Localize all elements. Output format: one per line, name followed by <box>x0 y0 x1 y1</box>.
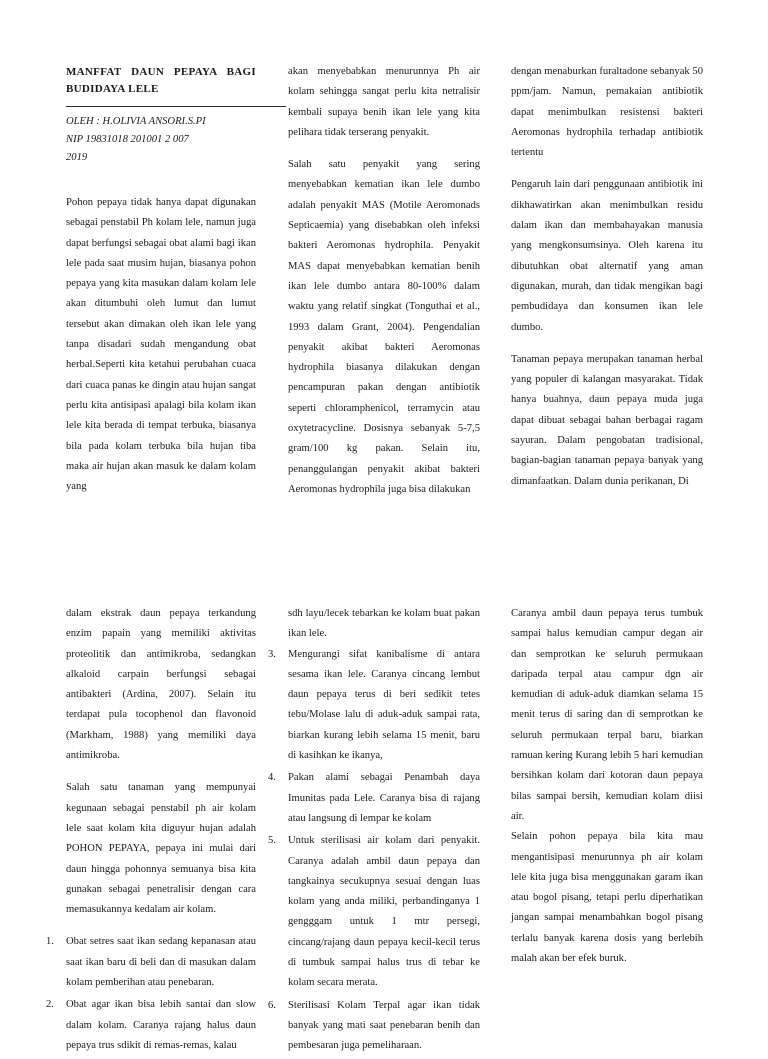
list-item-text: Obat setres saat ikan sedang kepanasan atau saat ikan baru di beli dan di masukan dalam kolam pemberihan atau penebaran. <box>66 936 256 989</box>
benefits-list-b <box>268 645 480 1057</box>
paragraph: dalam ekstrak daun pepaya terkandung enzim papain yang memiliki aktivitas proteolitik dan antimikroba, sedangkan alkaloid carpain berfungsi sebagai antibakteri (Ardina, 2007). Selain itu terdapat pula tocophenol dan flavonoid (Markham, 1988) yang memiliki daya antimikroba. <box>66 608 256 762</box>
list-item-text: Untuk sterilisasi air kolam dari penyakit. Caranya adalah ambil daun pepaya dan tangkainya secukupnya sesuai dengan luas kolam yang anda miliki, perbandinganya 1 gengggam untuk 1 mtr persegi, cincang/rajang daun pepaya kecil-kecil terus di tumbuk sampai halus trus di tebar ke kolam secara merata. <box>288 835 480 989</box>
list-item <box>268 831 480 993</box>
list-number: 2. <box>46 999 54 1011</box>
paragraph: Pohon pepaya tidak hanya dapat digunakan sebagai penstabil Ph kolam lele, namun juga dapat berfungsi sebagai obat alami bagi ikan lele pada saat musim hujan, biasanya pohon pepaya yang kita masukan dalam kolam lele akan ditumbuhi oleh lumut dan lumut tersebut akan dimakan oleh ikan lele yang tanpa disadari sudah mengandung obat herbal.Seperti kita ketahui perubahan cuaca dari cuaca panas ke dingin atau hujan sangat perlu kita antisipasi apalagi bila kolam ikan lele kita berada di tempat terbuka, biasanya bila pada kolam terbuka bila hujan tiba maka air hujan akan masuk ke dalam kolam yang <box>66 197 256 493</box>
list-item <box>268 645 480 767</box>
list-item <box>268 996 480 1057</box>
list-item-text: Mengurangi sifat kanibalisme di antara sesama ikan lele. Caranya cincang lembut daun pepaya terus di beri sedikit tetes tebu/Molase lalu di aduk-aduk sampai rata, biarkan kurang lebih selama 15 menit, baru di kasihkan ke ikanya, <box>288 648 480 762</box>
paragraph: sdh layu/lecek tebarkan ke kolam buat pakan ikan lele. <box>288 608 480 640</box>
paragraph: Selain pohon pepaya bila kita mau mengantisipasi menurunnya ph air kolam lele kita juga bisa menggunakan garam ikan atau bogol pisang, tetapi perlu diperhatikan jangan sampai menambahkan bogol pisang terlalu banyak karena dosis yang berlebih malah akan ber efek buruk. <box>511 831 703 965</box>
year-line: 2019 <box>66 152 88 163</box>
list-item <box>46 932 256 993</box>
paragraph: dengan menaburkan furaltadone sebanyak 50 ppm/jam. Namun, pemakaian antibiotik dapat menimbulkan resistensi bakteri Aeromonas hydrophila terhadap antibiotik tertentu <box>511 66 703 159</box>
page1-column-3 <box>511 62 703 504</box>
article-title: MANFFAT DAUN PEPAYA BAGI BUDIDAYA LELE <box>66 66 256 95</box>
page2-column-1 <box>46 604 256 1058</box>
list-number: 3. <box>268 648 276 660</box>
list-item <box>46 995 256 1056</box>
paragraph: akan menyebabkan menurunnya Ph air kolam sehingga sangat perlu kita netralisir kembali supaya benih ikan lele yang kita pelihara tidak terserang penyakit. <box>288 66 480 138</box>
page1-column-2 <box>288 62 480 512</box>
title-divider <box>66 106 286 107</box>
paragraph: Pengaruh lain dari penggunaan antibiotik ini dikhawatirkan akan menimbulkan residu dalam ikan dan membahayakan manusia yang mengkonsumsinya. Oleh karena itu dibutuhkan obat alternatif yang aman digunakan, murah, dan tidak mengikan bagi pembudidaya dan konsumen ikan lele dumbo. <box>511 179 703 333</box>
benefits-list-a <box>46 932 256 1056</box>
page1-column-1 <box>66 64 256 509</box>
list-number: 1. <box>46 936 54 948</box>
list-item-text: Sterilisasi Kolam Terpal agar ikan tidak banyak yang mati saat penebaran benih dan pembesaran juga pemeliharaan. <box>288 999 480 1052</box>
paragraph: Salah satu tanaman yang mempunyai kegunaan sebagai penstabil ph air kolam lele saat kolam kita diguyur hujan adalah POHON PEPAYA, pepaya ini mulai dari daun hingga pohonnya semuanya bisa kita gunakan sebagai penetralisir dengan cara memasukannya kedalam air kolam. <box>66 782 256 916</box>
paragraph: Salah satu penyakit yang sering menyebabkan kematian ikan lele dumbo adalah penyakit MAS (Motile Aeromonads Septicaemia) yang disebabkan oleh infeksi bakteri Aeromonas hydrophila. Penyakit MAS dapat menyebabkan kematian benih ikan lele dumbo antara 80-100% dalam waktu yang relatif singkat (Tonguthai et al., 1993 dalam Grant, 2004). Pengendalian penyakit akibat bakteri Aeromonas hydrophila biasanya dilakukan dengan pencampuran pakan dengan antibiotik seperti chloramphenicol, terramycin atau oxytetracycline. Dosisnya sebanyak 5-7,5 gram/100 kg pakan. Selain itu, penanggulangan penyakit akibat bakteri Aeromonas hydrophila juga bisa dilakukan <box>288 159 480 495</box>
nip-line: NIP 19831018 201001 2 007 <box>66 134 189 145</box>
author-line: OLEH : H.OLIVIA ANSORI.S.PI <box>66 116 206 127</box>
paragraph: Tanaman pepaya merupakan tanaman herbal yang populer di kalangan masyarakat. Tidak hanya buahnya, daun pepaya muda juga dapat dibuat sebagai bahan berbagai ragam sayuran. Dalam pengobatan tradisional, bagian-bagian tanaman pepaya banyak yang dimanfaatkan. Dalam dunia perikanan, Di <box>511 353 703 487</box>
list-number: 6. <box>268 999 276 1011</box>
list-item <box>268 768 480 829</box>
list-item-text: Obat agar ikan bisa lebih santai dan slow dalam kolam. Caranya rajang halus daun pepaya trus sdikit di remas-remas, kalau <box>66 999 256 1051</box>
paragraph: Caranya ambil daun pepaya terus tumbuk sampai halus kemudian campur degan air dan semprotkan ke seluruh permukaan daripada terpal atau campur dgn air kemudian di aduk-aduk diamkan selama 15 menit terus di saring dan di semprotkan ke seluruh permukaan terpal baru, biarkan ramuan kering Kurang lebih 5 hari kemudian bersihkan kolam dari kotoran daun pepaya bilas sampai bersih, kemudian kolam diisi air. <box>511 608 703 822</box>
list-item-text: Pakan alami sebagai Penambah daya Imunitas pada Lele. Caranya bisa di rajang atau langsung di lempar ke kolam <box>288 772 480 824</box>
list-number: 5. <box>268 835 276 847</box>
page2-column-2 <box>268 604 480 1059</box>
page2-column-3 <box>511 604 703 981</box>
list-number: 4. <box>268 772 276 784</box>
